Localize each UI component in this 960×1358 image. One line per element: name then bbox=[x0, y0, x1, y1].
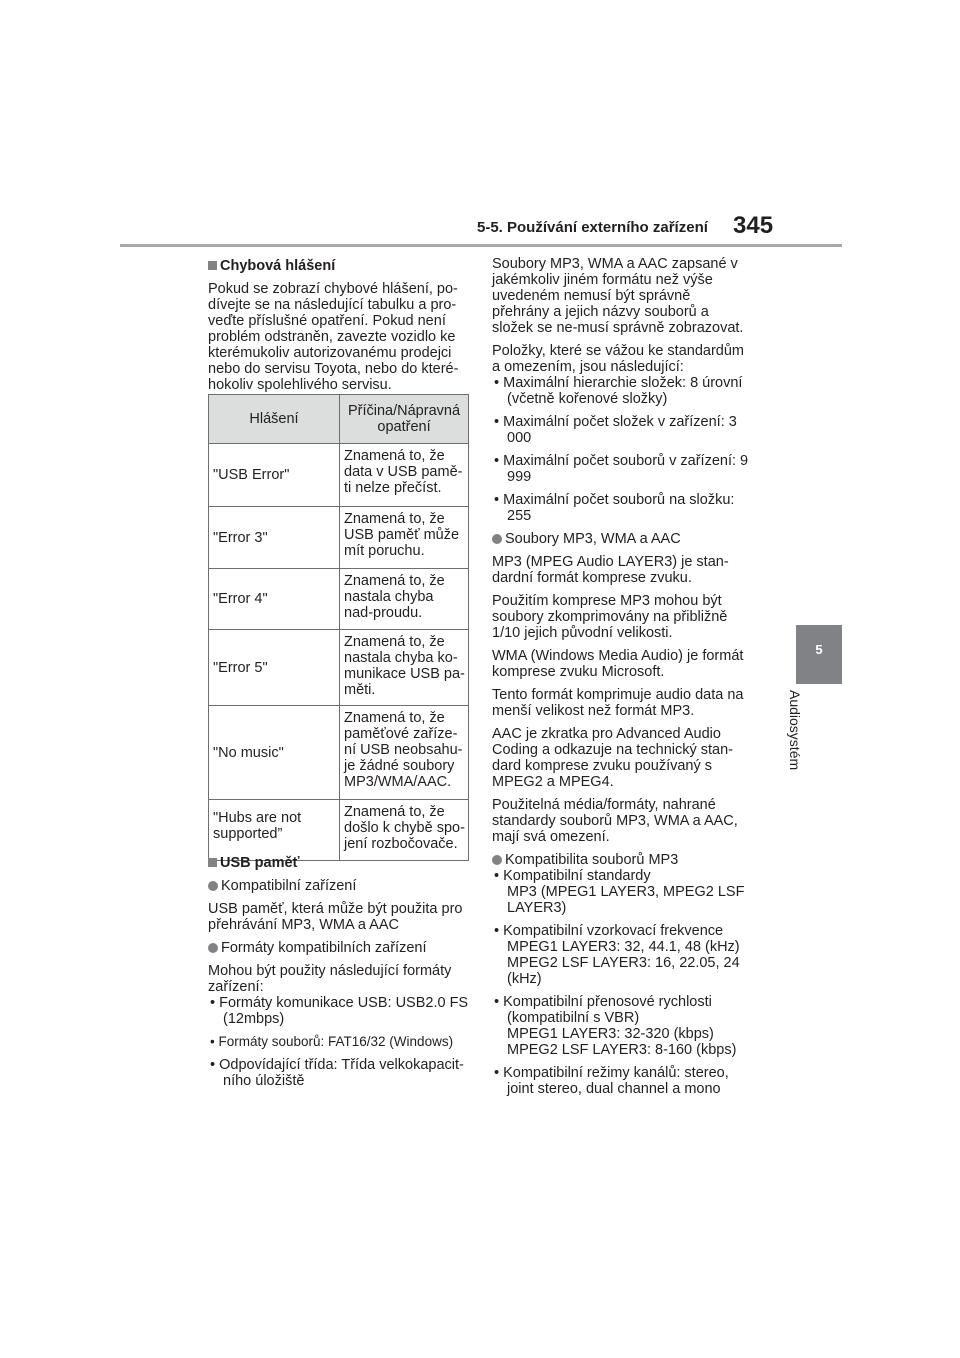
table-header-row bbox=[209, 395, 469, 444]
paragraph: MP3 (MPEG Audio LAYER3) je stan-dardní formát komprese zvuku. bbox=[492, 554, 729, 586]
table-cell-cause: Znamená to, že data v USB pamě-ti nelze přečíst. bbox=[340, 444, 469, 507]
error-heading: Chybová hlášení bbox=[208, 258, 470, 274]
header-rule bbox=[120, 244, 842, 247]
table-row bbox=[209, 630, 469, 706]
page-number: 345 bbox=[733, 212, 774, 239]
paragraph: Tento formát komprimuje audio data na menší velikost než formát MP3. bbox=[492, 687, 744, 719]
list-item: • Odpovídající třída: Třída velkokapacit-ního úložiště bbox=[210, 1057, 464, 1089]
paragraph: WMA (Windows Media Audio) je formát komprese zvuku Microsoft. bbox=[492, 648, 744, 680]
left-column-top bbox=[208, 258, 470, 400]
table-header-cause: Příčina/Nápravná opatření bbox=[340, 395, 469, 444]
table-cell-cause: Znamená to, že USB paměť může mít poruchu. bbox=[340, 507, 469, 569]
list-item: • Kompatibilní přenosové rychlosti (kompatibilní s VBR) MPEG1 LAYER3: 32-320 (kbps) MPEG2 LSF LAYER3: 8-160 (kbps) bbox=[492, 994, 750, 1058]
formats-text: Mohou být použity následující formáty zařízení: bbox=[208, 963, 452, 995]
table-row bbox=[209, 444, 469, 507]
chapter-label: Audiosystém bbox=[787, 690, 803, 771]
table-cell-message: "Error 5" bbox=[209, 630, 340, 706]
table-cell-message: "Error 4" bbox=[209, 569, 340, 630]
chapter-tab: 5 bbox=[796, 625, 842, 684]
circle-bullet-icon bbox=[492, 534, 502, 544]
table-cell-cause: Znamená to, že nastala chyba nad-proudu. bbox=[340, 569, 469, 630]
table-cell-cause: Znamená to, že paměťové zaříze-ní USB neobsahu-je žádné soubory MP3/WMA/AAC. bbox=[340, 706, 469, 800]
codecs-heading: Soubory MP3, WMA a AAC bbox=[492, 531, 750, 547]
list-item: • Maximální počet složek v zařízení: 3 000 bbox=[494, 414, 737, 446]
list-item: • Formáty komunikace USB: USB2.0 FS (12mbps) bbox=[210, 995, 469, 1027]
paragraph: Položky, které se vážou ke standardům a omezením, jsou následující: bbox=[492, 343, 744, 375]
paragraph: Použitím komprese MP3 mohou být soubory zkomprimovány na přibližně 1/10 jejich původní velikosti. bbox=[492, 593, 728, 641]
circle-bullet-icon bbox=[492, 855, 502, 865]
list-subline: MPEG1 LAYER3: 32, 44.1, 48 (kHz) bbox=[507, 939, 740, 955]
paragraph: Použitelná média/formáty, nahrané standardy souborů MP3, WMA a AAC, mají svá omezení. bbox=[492, 797, 738, 845]
list-item: • Kompatibilní režimy kanálů: stereo, joint stereo, dual channel a mono bbox=[494, 1065, 729, 1097]
table-cell-cause: Znamená to, že došlo k chybě spo-jení rozbočovače. bbox=[340, 800, 469, 861]
formats-heading: Formáty kompatibilních zařízení bbox=[208, 940, 470, 956]
list-item: • Formáty souborů: FAT16/32 (Windows) bbox=[210, 1034, 454, 1049]
list-item: • Kompatibilní vzorkovací frekvence MPEG1 LAYER3: 32, 44.1, 48 (kHz) MPEG2 LSF LAYER3: 16, 22.05, 24 (kHz) bbox=[492, 923, 750, 987]
table-cell-message: "Error 3" bbox=[209, 507, 340, 569]
list-item: • Maximální počet souborů na složku: 255 bbox=[494, 492, 735, 524]
error-table bbox=[208, 394, 469, 861]
list-subline: MPEG1 LAYER3: 32-320 (kbps) bbox=[507, 1026, 714, 1042]
table-row bbox=[209, 569, 469, 630]
paragraph: Soubory MP3, WMA a AAC zapsané v jakémkoliv jiném formátu než výše uvedeném nemusí být správně přehrány a jejich názvy souborů a složek se ne-musí správně zobrazovat. bbox=[492, 256, 744, 336]
list-subline: MPEG2 LSF LAYER3: 16, 22.05, 24 (kHz) bbox=[507, 955, 740, 987]
list-item: • Maximální počet souborů v zařízení: 9 999 bbox=[494, 453, 749, 485]
square-bullet-icon bbox=[208, 858, 217, 867]
compat-devices-heading: Kompatibilní zařízení bbox=[208, 878, 470, 894]
usb-heading: USB paměť bbox=[208, 855, 470, 871]
mp3-heading: Kompatibilita souborů MP3 bbox=[492, 852, 750, 868]
left-column-bottom bbox=[208, 855, 470, 1096]
list-item: • Maximální hierarchie složek: 8 úrovní (včetně kořenové složky) bbox=[494, 375, 743, 407]
circle-bullet-icon bbox=[208, 881, 218, 891]
list-item: • Kompatibilní standardy MP3 (MPEG1 LAYER3, MPEG2 LSF LAYER3) bbox=[492, 868, 750, 916]
table-cell-message: "USB Error" bbox=[209, 444, 340, 507]
right-column bbox=[492, 256, 750, 1104]
table-row bbox=[209, 507, 469, 569]
table-cell-cause: Znamená to, že nastala chyba ko-munikace USB pa-měti. bbox=[340, 630, 469, 706]
table-row bbox=[209, 706, 469, 800]
circle-bullet-icon bbox=[208, 943, 218, 953]
header-section-title: 5-5. Používání externího zařízení bbox=[477, 219, 708, 236]
table-header-message: Hlášení bbox=[209, 395, 340, 444]
paragraph: AAC je zkratka pro Advanced Audio Coding a odkazuje na technický stan-dard komprese zvuku používaný s MPEG2 a MPEG4. bbox=[492, 726, 734, 790]
list-subline: MPEG2 LSF LAYER3: 8-160 (kbps) bbox=[507, 1042, 737, 1058]
error-intro: Pokud se zobrazí chybové hlášení, po-dívejte se na následující tabulku a pro-veďte příslušné opatření. Pokud není problém odstraněn, zavezte vozidlo ke kterémukoliv autorizovanému prodejci nebo do servisu Toyota, nebo do které-hokoliv spolehlivého servisu. bbox=[208, 281, 459, 393]
list-subline: MP3 (MPEG1 LAYER3, MPEG2 LSF LAYER3) bbox=[507, 884, 745, 916]
table-cell-message: "No music" bbox=[209, 706, 340, 800]
square-bullet-icon bbox=[208, 261, 217, 270]
compat-devices-text: USB paměť, která může být použita pro přehrávání MP3, WMA a AAC bbox=[208, 901, 463, 933]
table-cell-message: "Hubs are not supported” bbox=[209, 800, 340, 861]
table-row bbox=[209, 800, 469, 861]
